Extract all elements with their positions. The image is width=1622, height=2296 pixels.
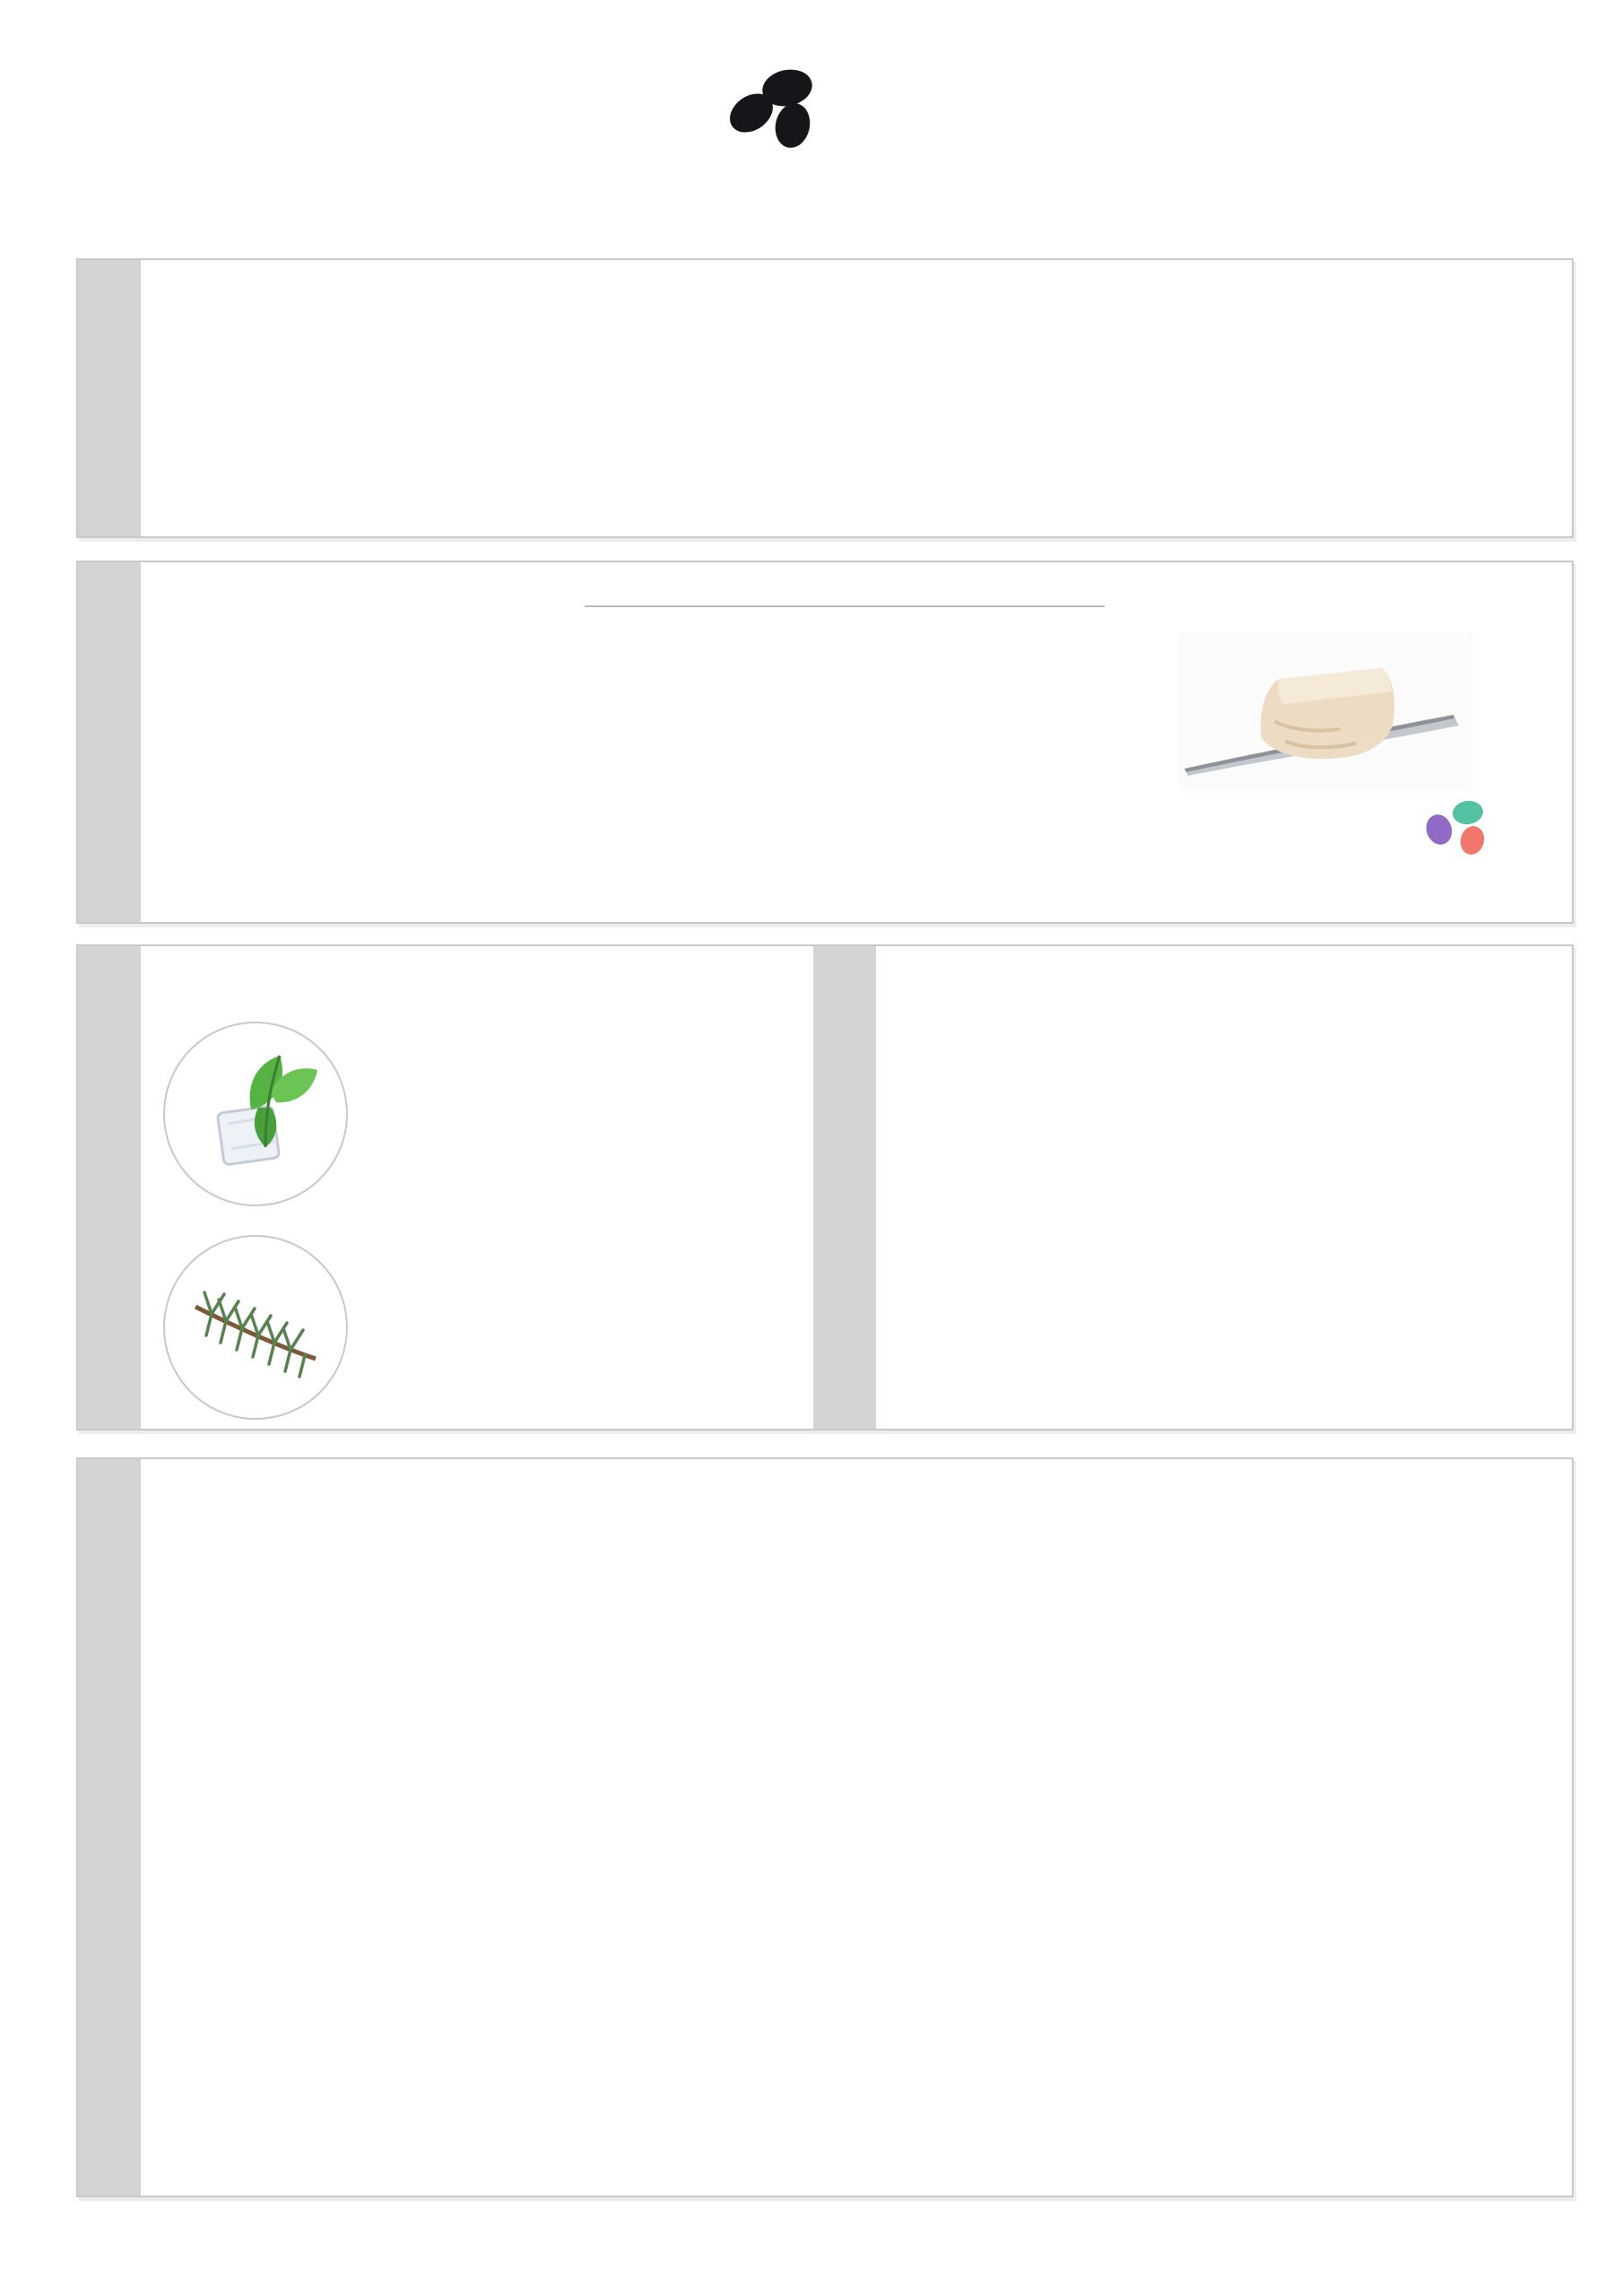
- general-scale-ruler: [432, 447, 934, 479]
- phytoprint-section: [76, 1457, 1574, 2197]
- cannabinoids-table: [585, 605, 1105, 607]
- product-photo: [1179, 632, 1473, 790]
- stripe-blue: [76, 167, 1574, 188]
- terpene-bar-chart: [148, 1477, 1563, 2187]
- stripe-magenta: [76, 219, 1574, 240]
- sc-labs-petals-icon: [723, 61, 830, 151]
- entourage-effects-polar-chart: [885, 973, 1571, 1377]
- aroma-entourage-section: [76, 944, 1574, 1431]
- mint-ice-image: [163, 1022, 348, 1206]
- cannabinoids-section: [76, 561, 1574, 924]
- aroma-flavor-radar-chart: [325, 998, 854, 1389]
- qr-code: [984, 282, 1132, 430]
- stripe-green: [76, 193, 1574, 214]
- general-section: [76, 258, 1574, 538]
- brand-dots-icon: [1421, 797, 1496, 860]
- pine-branch-image: [163, 1235, 348, 1420]
- cannabinoid-ratio-donut-chart: [213, 634, 446, 867]
